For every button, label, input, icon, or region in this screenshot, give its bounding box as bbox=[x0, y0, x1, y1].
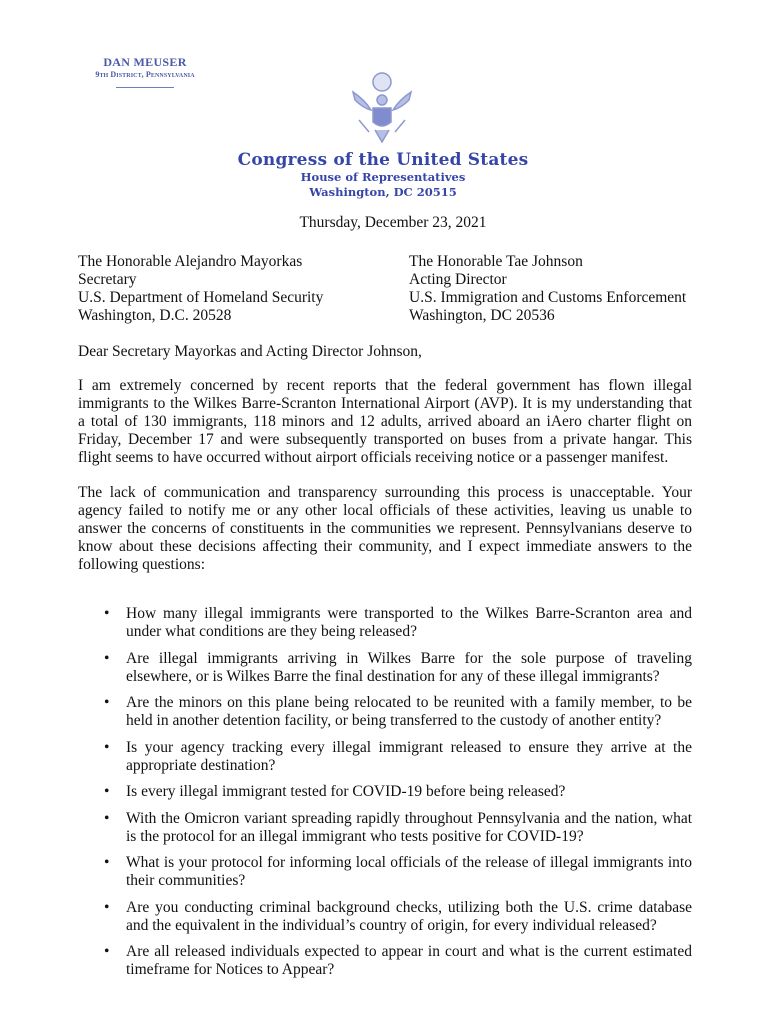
question-item bbox=[78, 810, 692, 846]
bullet: • bbox=[104, 783, 110, 800]
recipient-address-1 bbox=[78, 253, 323, 325]
divider bbox=[116, 87, 174, 88]
address-line: Secretary bbox=[78, 271, 137, 288]
address-line: Washington, DC 20536 bbox=[409, 307, 555, 324]
address-line: Washington, D.C. 20528 bbox=[78, 307, 232, 324]
question-text: Are you conducting criminal background checks, utilizing both the U.S. crime database and the equivalent in the individual’s country of origin, for every individual released? bbox=[126, 898, 692, 934]
body-paragraph-2: The lack of communication and transparency surrounding this process is unacceptable. Your agency failed to notify me or any other local officials of these activities, leaving us unable to answer the concerns of constituents in the communities we represent. Pennsylvanians deserve to know about these decisions affecting their community, and I expect immediate answers to the following questions: bbox=[78, 484, 692, 573]
bullet: • bbox=[104, 898, 110, 916]
question-text: Is every illegal immigrant tested for COVID-19 before being released? bbox=[126, 783, 566, 800]
congress-letterhead bbox=[200, 150, 566, 200]
question-item bbox=[78, 854, 692, 890]
member-letterhead bbox=[80, 55, 210, 88]
bullet: • bbox=[104, 943, 110, 960]
address-line: The Honorable Alejandro Mayorkas bbox=[78, 253, 303, 270]
question-text: Are the minors on this plane being relocated to be reunited with a family member, to be held in another detention facility, or being transferred to the custody of another entity? bbox=[126, 694, 692, 729]
question-text: Are all released individuals expected to appear in court and what is the current estimated timeframe for Notices to Appear? bbox=[126, 943, 692, 978]
great-seal-eagle-icon bbox=[345, 70, 420, 145]
address-line: The Honorable Tae Johnson bbox=[409, 253, 583, 270]
question-text: Are illegal immigrants arriving in Wilkes Barre for the sole purpose of traveling elsewhere, or is Wilkes Barre the final destination for any of these illegal immigrants? bbox=[126, 649, 692, 685]
question-text: What is your protocol for informing local officials of the release of illegal immigrants into their communities? bbox=[126, 854, 692, 889]
bullet: • bbox=[104, 809, 110, 827]
bullet: • bbox=[104, 854, 110, 871]
body-paragraph-1: I am extremely concerned by recent reports that the federal government has flown illegal immigrants to the Wilkes Barre-Scranton International Airport (AVP). It is my understanding that a total of 130 immigrants, 118 minors and 12 adults, arrived aboard an iAero charter flight on Friday, December 17 and were subsequently transported on buses from a private hangar. This flight seems to have occurred without airport officials receiving notice or a passenger manifest. bbox=[78, 377, 692, 466]
question-item bbox=[78, 605, 692, 641]
question-item bbox=[78, 943, 692, 979]
question-text: How many illegal immigrants were transported to the Wilkes Barre-Scranton area and under what conditions are they being released? bbox=[126, 605, 692, 640]
question-item bbox=[78, 694, 692, 730]
congress-title: Congress of the United States bbox=[237, 150, 529, 170]
question-text: With the Omicron variant spreading rapidly throughout Pennsylvania and the nation, what is the protocol for an illegal immigrant who tests positive for COVID-19? bbox=[126, 809, 692, 845]
bullet: • bbox=[104, 738, 110, 756]
house-address: Washington, DC 20515 bbox=[309, 185, 457, 199]
questions-list bbox=[78, 605, 692, 988]
question-item bbox=[78, 739, 692, 775]
bullet: • bbox=[104, 605, 110, 622]
recipient-address-2 bbox=[409, 253, 686, 325]
address-line: Acting Director bbox=[409, 271, 507, 288]
member-district: 9th District, Pennsylvania bbox=[95, 70, 195, 79]
house-title: House of Representatives bbox=[300, 170, 466, 184]
question-item bbox=[78, 899, 692, 935]
question-item bbox=[78, 783, 692, 801]
question-item bbox=[78, 650, 692, 686]
bullet: • bbox=[104, 649, 110, 667]
bullet: • bbox=[104, 694, 110, 711]
salutation: Dear Secretary Mayorkas and Acting Director Johnson, bbox=[78, 343, 422, 360]
question-text: Is your agency tracking every illegal immigrant released to ensure they arrive at the appropriate destination? bbox=[126, 738, 692, 774]
address-line: U.S. Immigration and Customs Enforcement bbox=[409, 289, 687, 306]
letter-date: Thursday, December 23, 2021 bbox=[299, 214, 487, 231]
member-name: DAN MEUSER bbox=[103, 55, 187, 69]
address-line: U.S. Department of Homeland Security bbox=[78, 289, 324, 306]
